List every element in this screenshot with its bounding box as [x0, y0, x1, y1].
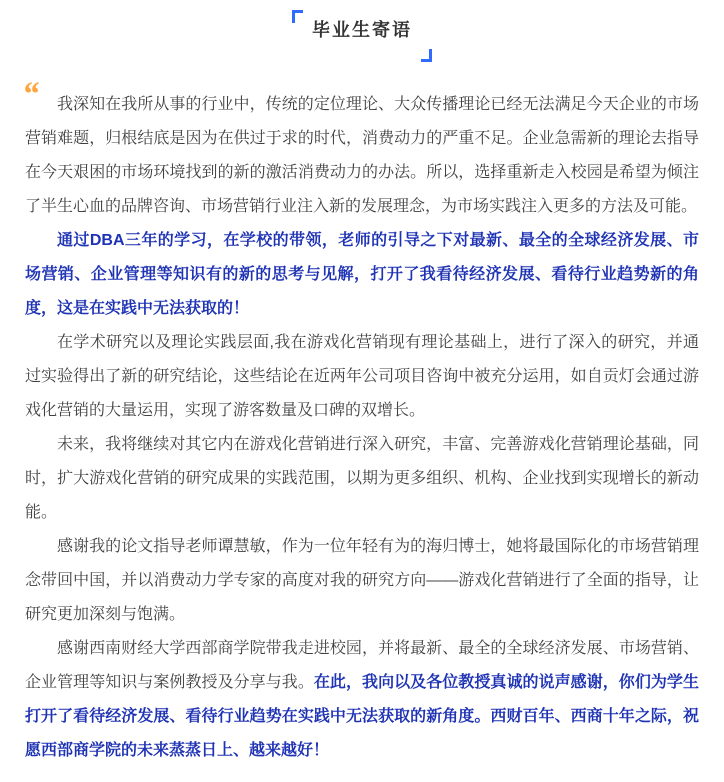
paragraph-3: 在学术研究以及理论实践层面,我在游戏化营销现有理论基础上，进行了深入的研究，并通过实验得出了新的研究结论，这些结论在近两年公司项目咨询中被充分运用，如自贡灯会通过游戏化营销的大量运用，实现了游客数量及口碑的双增长。: [25, 334, 699, 419]
corner-bracket-left-icon: [292, 10, 303, 23]
paragraph-6: [25, 632, 699, 768]
paragraph-4: 未来，我将继续对其它内在游戏化营销进行深入研究，丰富、完善游戏化营销理论基础，同时，扩大游戏化营销的研究成果的实践范围，以期为更多组织、机构、企业找到实现增长的新动能。: [25, 436, 699, 521]
message-body: [0, 76, 724, 768]
page-title: [306, 12, 418, 46]
article-header: [0, 12, 724, 64]
page-title-text: 毕业生寄语: [312, 20, 412, 40]
paragraph-6-highlight-text: 在此，我向以及各位教授真诚的说声感谢，你们为学生打开了看待经济发展、看待行业趋势在实践中无法获取的新角度。西财百年、西商十年之际，祝愿西部商学院的未来蒸蒸日上、越来越好！: [25, 674, 699, 759]
paragraph-list: [25, 88, 699, 768]
paragraph-1: 我深知在我所从事的行业中，传统的定位理论、大众传播理论已经无法满足今天企业的市场营销难题，归根结底是因为在供过于求的时代，消费动力的严重不足。企业急需新的理论去指导在今天艰困的市场环境找到的新的激活消费动力的办法。所以，选择重新走入校园是希望为倾注了半生心血的品牌咨询、市场营销行业注入新的发展理念，为市场实践注入更多的方法及可能。: [25, 96, 699, 215]
paragraph-5: 感谢我的论文指导老师谭慧敏，作为一位年轻有为的海归博士，她将最国际化的市场营销理念带回中国，并以消费动力学专家的高度对我的研究方向——游戏化营销进行了全面的指导，让研究更加深刻与饱满。: [25, 538, 699, 623]
quote-icon: “: [22, 76, 36, 113]
corner-bracket-right-icon: [421, 49, 432, 62]
paragraph-2: 通过DBA三年的学习，在学校的带领，老师的引导之下对最新、最全的全球经济发展、市场营销、企业管理等知识有的新的思考与见解，打开了我看待经济发展、看待行业趋势新的角度，这是在实践中无法获取的！: [25, 232, 699, 317]
paragraph-6-normal-text: 感谢西南财经大学西部商学院带我走进校园，并将最新、最全的全球经济发展、市场营销、企业管理等知识与案例教授及分享与我。: [25, 640, 699, 691]
